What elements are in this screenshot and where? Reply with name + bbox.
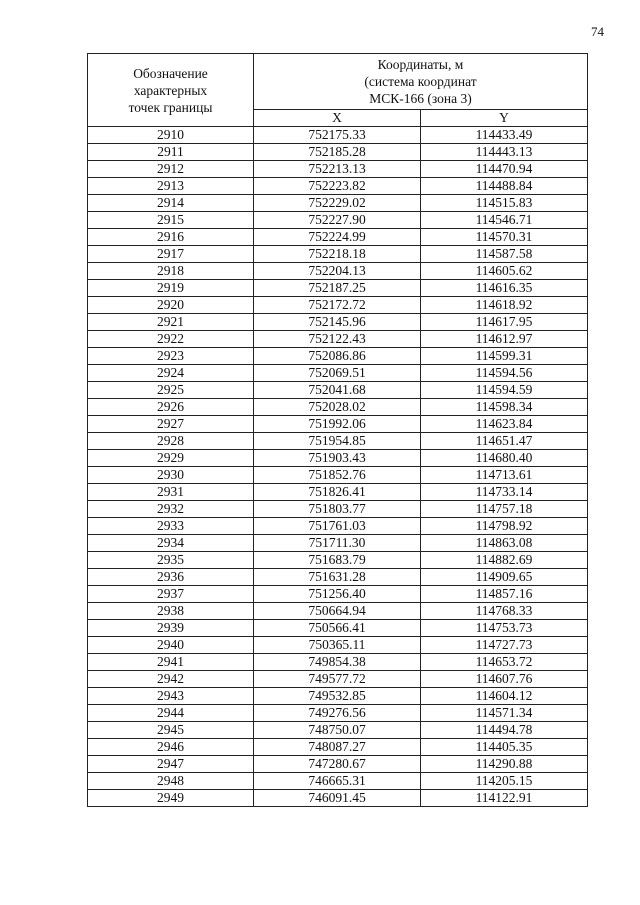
point-id-cell: 2931	[88, 484, 254, 501]
x-column-header: X	[254, 110, 421, 127]
table-row	[88, 144, 588, 161]
x-coordinate-cell: 751631.28	[254, 569, 421, 586]
y-coordinate-cell: 114618.92	[421, 297, 588, 314]
table-row	[88, 433, 588, 450]
x-coordinate-cell: 750664.94	[254, 603, 421, 620]
point-id-cell: 2937	[88, 586, 254, 603]
y-coordinate-cell: 114757.18	[421, 501, 588, 518]
point-id-cell: 2948	[88, 773, 254, 790]
y-coordinate-cell: 114651.47	[421, 433, 588, 450]
x-coordinate-cell: 752224.99	[254, 229, 421, 246]
table-row	[88, 739, 588, 756]
y-coordinate-cell: 114727.73	[421, 637, 588, 654]
x-coordinate-cell: 751903.43	[254, 450, 421, 467]
point-id-cell: 2941	[88, 654, 254, 671]
point-id-cell: 2939	[88, 620, 254, 637]
y-coordinate-cell: 114753.73	[421, 620, 588, 637]
y-coordinate-cell: 114405.35	[421, 739, 588, 756]
point-id-cell: 2926	[88, 399, 254, 416]
x-coordinate-cell: 752204.13	[254, 263, 421, 280]
x-coordinate-cell: 749532.85	[254, 688, 421, 705]
point-id-cell: 2917	[88, 246, 254, 263]
point-id-cell: 2940	[88, 637, 254, 654]
table-row	[88, 348, 588, 365]
table-row	[88, 212, 588, 229]
point-id-cell: 2933	[88, 518, 254, 535]
point-id-cell: 2918	[88, 263, 254, 280]
table-row	[88, 484, 588, 501]
x-coordinate-cell: 747280.67	[254, 756, 421, 773]
table-row	[88, 688, 588, 705]
y-coordinate-cell: 114623.84	[421, 416, 588, 433]
coords-header-line: МСК-166 (зона 3)	[369, 91, 472, 106]
point-id-cell: 2946	[88, 739, 254, 756]
y-coordinate-cell: 114470.94	[421, 161, 588, 178]
table-row	[88, 620, 588, 637]
table-row	[88, 654, 588, 671]
table-row	[88, 195, 588, 212]
x-coordinate-cell: 748087.27	[254, 739, 421, 756]
point-id-cell: 2910	[88, 127, 254, 144]
x-coordinate-cell: 751683.79	[254, 552, 421, 569]
point-id-cell: 2913	[88, 178, 254, 195]
table-row	[88, 773, 588, 790]
y-coordinate-cell: 114599.31	[421, 348, 588, 365]
table-row	[88, 501, 588, 518]
table-row	[88, 127, 588, 144]
point-id-cell: 2914	[88, 195, 254, 212]
table-row	[88, 569, 588, 586]
x-coordinate-cell: 751992.06	[254, 416, 421, 433]
page-number: 74	[591, 24, 604, 39]
x-coordinate-cell: 751826.41	[254, 484, 421, 501]
table-header-row	[88, 54, 588, 110]
table-row	[88, 552, 588, 569]
y-coordinate-cell: 114857.16	[421, 586, 588, 603]
y-coordinate-cell: 114680.40	[421, 450, 588, 467]
table-row	[88, 450, 588, 467]
point-id-cell: 2928	[88, 433, 254, 450]
y-coordinate-cell: 114290.88	[421, 756, 588, 773]
y-coordinate-cell: 114594.56	[421, 365, 588, 382]
point-id-cell: 2911	[88, 144, 254, 161]
x-coordinate-cell: 752172.72	[254, 297, 421, 314]
table-row	[88, 314, 588, 331]
y-coordinate-cell: 114604.12	[421, 688, 588, 705]
y-coordinate-cell: 114612.97	[421, 331, 588, 348]
x-coordinate-cell: 751711.30	[254, 535, 421, 552]
x-coordinate-cell: 750365.11	[254, 637, 421, 654]
table-row	[88, 671, 588, 688]
point-id-cell: 2938	[88, 603, 254, 620]
table-row	[88, 637, 588, 654]
point-designation-header	[88, 54, 254, 127]
x-coordinate-cell: 746091.45	[254, 790, 421, 807]
table-row	[88, 518, 588, 535]
y-coordinate-cell: 114768.33	[421, 603, 588, 620]
point-id-cell: 2930	[88, 467, 254, 484]
table-row	[88, 756, 588, 773]
point-id-cell: 2924	[88, 365, 254, 382]
coords-header-line: Координаты, м	[377, 57, 464, 72]
y-coordinate-cell: 114733.14	[421, 484, 588, 501]
x-coordinate-cell: 752223.82	[254, 178, 421, 195]
y-coordinate-cell: 114863.08	[421, 535, 588, 552]
point-id-cell: 2942	[88, 671, 254, 688]
point-header-line: Обозначение	[133, 65, 208, 81]
y-coordinate-cell: 114587.58	[421, 246, 588, 263]
point-id-cell: 2915	[88, 212, 254, 229]
table-row	[88, 161, 588, 178]
table-row	[88, 586, 588, 603]
table-row	[88, 365, 588, 382]
table-row	[88, 331, 588, 348]
y-coordinate-cell: 114205.15	[421, 773, 588, 790]
x-coordinate-cell: 752185.28	[254, 144, 421, 161]
y-coordinate-cell: 114909.65	[421, 569, 588, 586]
y-coordinate-cell: 114607.76	[421, 671, 588, 688]
y-coordinate-cell: 114494.78	[421, 722, 588, 739]
point-id-cell: 2934	[88, 535, 254, 552]
y-column-header: Y	[421, 110, 588, 127]
y-coordinate-cell: 114882.69	[421, 552, 588, 569]
x-coordinate-cell: 752187.25	[254, 280, 421, 297]
x-coordinate-cell: 748750.07	[254, 722, 421, 739]
y-coordinate-cell: 114594.59	[421, 382, 588, 399]
table-row	[88, 246, 588, 263]
point-id-cell: 2949	[88, 790, 254, 807]
coordinates-table	[87, 53, 588, 807]
point-id-cell: 2927	[88, 416, 254, 433]
point-id-cell: 2929	[88, 450, 254, 467]
y-coordinate-cell: 114443.13	[421, 144, 588, 161]
y-coordinate-cell: 114653.72	[421, 654, 588, 671]
coords-header-line: (система координат	[364, 74, 477, 89]
table-row	[88, 790, 588, 807]
x-coordinate-cell: 751954.85	[254, 433, 421, 450]
x-coordinate-cell: 752145.96	[254, 314, 421, 331]
x-coordinate-cell: 750566.41	[254, 620, 421, 637]
table-row	[88, 535, 588, 552]
x-coordinate-cell: 751852.76	[254, 467, 421, 484]
table-row	[88, 467, 588, 484]
x-coordinate-cell: 749854.38	[254, 654, 421, 671]
table-row	[88, 280, 588, 297]
y-coordinate-cell: 114433.49	[421, 127, 588, 144]
x-coordinate-cell: 752218.18	[254, 246, 421, 263]
point-id-cell: 2921	[88, 314, 254, 331]
table-row	[88, 416, 588, 433]
table-row	[88, 399, 588, 416]
y-coordinate-cell: 114713.61	[421, 467, 588, 484]
point-id-cell: 2947	[88, 756, 254, 773]
x-coordinate-cell: 751803.77	[254, 501, 421, 518]
y-coordinate-cell: 114616.35	[421, 280, 588, 297]
table-row	[88, 722, 588, 739]
table-row	[88, 297, 588, 314]
x-coordinate-cell: 746665.31	[254, 773, 421, 790]
point-id-cell: 2944	[88, 705, 254, 722]
x-coordinate-cell: 752122.43	[254, 331, 421, 348]
point-header-line: характерных	[133, 82, 208, 98]
y-coordinate-cell: 114488.84	[421, 178, 588, 195]
point-id-cell: 2923	[88, 348, 254, 365]
x-coordinate-cell: 752041.68	[254, 382, 421, 399]
table-row	[88, 178, 588, 195]
x-coordinate-cell: 751256.40	[254, 586, 421, 603]
table-row	[88, 229, 588, 246]
table-body	[88, 127, 588, 807]
x-coordinate-cell: 752213.13	[254, 161, 421, 178]
table-row	[88, 705, 588, 722]
point-id-cell: 2935	[88, 552, 254, 569]
point-id-cell: 2919	[88, 280, 254, 297]
point-id-cell: 2932	[88, 501, 254, 518]
x-coordinate-cell: 749577.72	[254, 671, 421, 688]
x-coordinate-cell: 752175.33	[254, 127, 421, 144]
y-coordinate-cell: 114546.71	[421, 212, 588, 229]
x-coordinate-cell: 751761.03	[254, 518, 421, 535]
point-id-cell: 2936	[88, 569, 254, 586]
point-id-cell: 2912	[88, 161, 254, 178]
point-id-cell: 2943	[88, 688, 254, 705]
y-coordinate-cell: 114122.91	[421, 790, 588, 807]
point-id-cell: 2925	[88, 382, 254, 399]
x-coordinate-cell: 749276.56	[254, 705, 421, 722]
table-row	[88, 263, 588, 280]
y-coordinate-cell: 114570.31	[421, 229, 588, 246]
y-coordinate-cell: 114617.95	[421, 314, 588, 331]
x-coordinate-cell: 752028.02	[254, 399, 421, 416]
point-id-cell: 2916	[88, 229, 254, 246]
y-coordinate-cell: 114605.62	[421, 263, 588, 280]
point-id-cell: 2920	[88, 297, 254, 314]
table-row	[88, 382, 588, 399]
coordinates-group-header	[254, 54, 588, 110]
x-coordinate-cell: 752086.86	[254, 348, 421, 365]
x-coordinate-cell: 752229.02	[254, 195, 421, 212]
table-row	[88, 603, 588, 620]
y-coordinate-cell: 114515.83	[421, 195, 588, 212]
point-header-line: точек границы	[128, 99, 213, 115]
point-id-cell: 2922	[88, 331, 254, 348]
y-coordinate-cell: 114571.34	[421, 705, 588, 722]
point-id-cell: 2945	[88, 722, 254, 739]
x-coordinate-cell: 752069.51	[254, 365, 421, 382]
y-coordinate-cell: 114798.92	[421, 518, 588, 535]
x-coordinate-cell: 752227.90	[254, 212, 421, 229]
y-coordinate-cell: 114598.34	[421, 399, 588, 416]
